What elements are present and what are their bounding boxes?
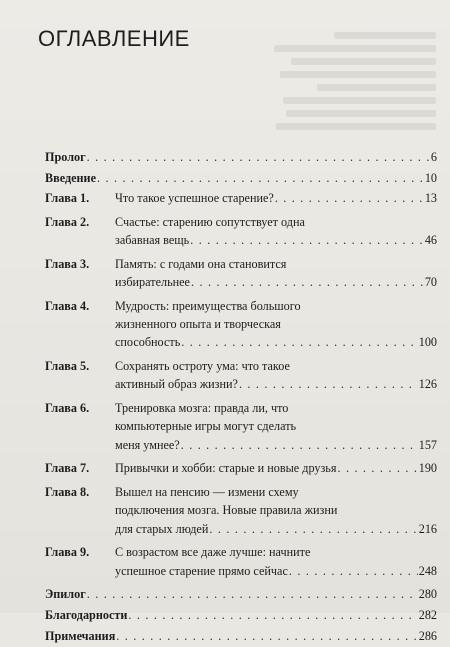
leader-dots bbox=[181, 436, 418, 454]
page-number: 10 bbox=[424, 170, 437, 185]
toc-entry-label: Пролог bbox=[45, 150, 86, 164]
leader-dots bbox=[337, 459, 417, 477]
page-number: 46 bbox=[424, 233, 437, 248]
toc-entry-chapter-1[interactable] bbox=[45, 189, 437, 207]
toc-entry-chapter-7[interactable] bbox=[45, 459, 437, 477]
toc-entry-chapter-3[interactable] bbox=[45, 255, 437, 291]
chapter-label: Глава 3. bbox=[45, 256, 90, 271]
chapter-label: Глава 7. bbox=[45, 461, 90, 476]
toc-entry-label: Введение bbox=[45, 170, 96, 185]
chapter-title-line: активный образ жизни? bbox=[115, 377, 238, 392]
toc-heading: ОГЛАВЛЕНИЕ bbox=[38, 26, 190, 51]
chapter-title-line: жизненного опыта и творческая bbox=[115, 317, 281, 332]
page-number: 190 bbox=[418, 461, 437, 476]
page-number: 6 bbox=[430, 150, 437, 164]
chapter-title-line: для старых людей bbox=[115, 521, 209, 536]
toc-entry-chapter-6[interactable] bbox=[45, 399, 437, 454]
chapter-title-line: избирательнее bbox=[115, 275, 190, 290]
chapter-title-line: С возрастом все даже лучше: начните bbox=[115, 545, 311, 560]
chapter-title-line: меня умнее? bbox=[115, 437, 180, 452]
toc-entry-introduction[interactable] bbox=[45, 169, 437, 187]
table-of-contents bbox=[45, 148, 437, 647]
leader-dots bbox=[190, 231, 424, 249]
chapter-title-line: Привычки и хобби: старые и новые друзья bbox=[115, 461, 337, 476]
chapter-title-line: Сохранять остроту ума: что такое bbox=[115, 359, 290, 374]
chapter-title-line: Мудрость: преимущества большого bbox=[115, 298, 301, 313]
page-number: 13 bbox=[424, 191, 437, 206]
chapter-title-line: компьютерные игры могут сделать bbox=[115, 419, 297, 434]
page-number: 286 bbox=[418, 628, 437, 643]
leader-dots bbox=[191, 273, 424, 291]
chapter-label: Глава 2. bbox=[45, 214, 90, 229]
leader-dots bbox=[87, 148, 430, 166]
page-number: 216 bbox=[418, 521, 437, 536]
chapter-title-line: подключения мозга. Новые правила жизни bbox=[115, 503, 338, 518]
toc-entry-chapter-8[interactable] bbox=[45, 483, 437, 538]
chapter-title-line: успешное старение прямо сейчас bbox=[115, 563, 288, 578]
chapter-label: Глава 4. bbox=[45, 298, 90, 313]
leader-dots bbox=[209, 520, 417, 538]
chapter-title-line: Память: с годами она становится bbox=[115, 256, 287, 271]
chapter-title-line: Счастье: старению сопутствует одна bbox=[115, 214, 305, 229]
leader-dots bbox=[87, 585, 418, 603]
chapter-label: Глава 6. bbox=[45, 401, 90, 416]
page-number: 248 bbox=[418, 563, 437, 578]
toc-entry-label: Эпилог bbox=[45, 587, 86, 602]
chapter-label: Глава 8. bbox=[45, 485, 90, 500]
chapter-title-line: Вышел на пенсию — измени схему bbox=[115, 485, 299, 500]
toc-entry-chapter-2[interactable] bbox=[45, 213, 437, 249]
toc-entry-chapter-9[interactable] bbox=[45, 543, 437, 579]
leader-dots bbox=[181, 333, 417, 351]
chapter-title-line: забавная вещь bbox=[115, 233, 190, 248]
toc-entry-epilogue[interactable] bbox=[45, 585, 437, 603]
page-number: 100 bbox=[418, 335, 437, 350]
toc-entry-acknowledgements[interactable] bbox=[45, 606, 437, 624]
toc-entry-prologue[interactable] bbox=[45, 148, 437, 166]
bleed-through-shadow bbox=[266, 26, 436, 136]
chapter-title-line: Тренировка мозга: правда ли, что bbox=[115, 401, 289, 416]
chapter-label: Глава 5. bbox=[45, 359, 90, 374]
chapter-label: Глава 1. bbox=[45, 191, 90, 206]
leader-dots bbox=[289, 562, 418, 580]
toc-entry-label: Примечания bbox=[45, 628, 116, 643]
leader-dots bbox=[275, 189, 424, 207]
toc-entry-chapter-4[interactable] bbox=[45, 297, 437, 352]
leader-dots bbox=[97, 169, 424, 187]
page-number: 280 bbox=[418, 587, 437, 602]
chapter-label: Глава 9. bbox=[45, 545, 90, 560]
chapter-title-line: способность bbox=[115, 335, 181, 350]
page-number: 157 bbox=[418, 437, 437, 452]
toc-entry-notes[interactable] bbox=[45, 627, 437, 645]
leader-dots bbox=[116, 627, 417, 645]
chapter-title-line: Что такое успешное старение? bbox=[115, 191, 274, 206]
page-number: 126 bbox=[418, 377, 437, 392]
toc-entry-chapter-5[interactable] bbox=[45, 357, 437, 393]
leader-dots bbox=[239, 375, 418, 393]
leader-dots bbox=[128, 606, 417, 624]
page-number: 282 bbox=[418, 607, 437, 622]
toc-entry-label: Благодарности bbox=[45, 607, 128, 622]
page-number: 70 bbox=[424, 275, 437, 290]
